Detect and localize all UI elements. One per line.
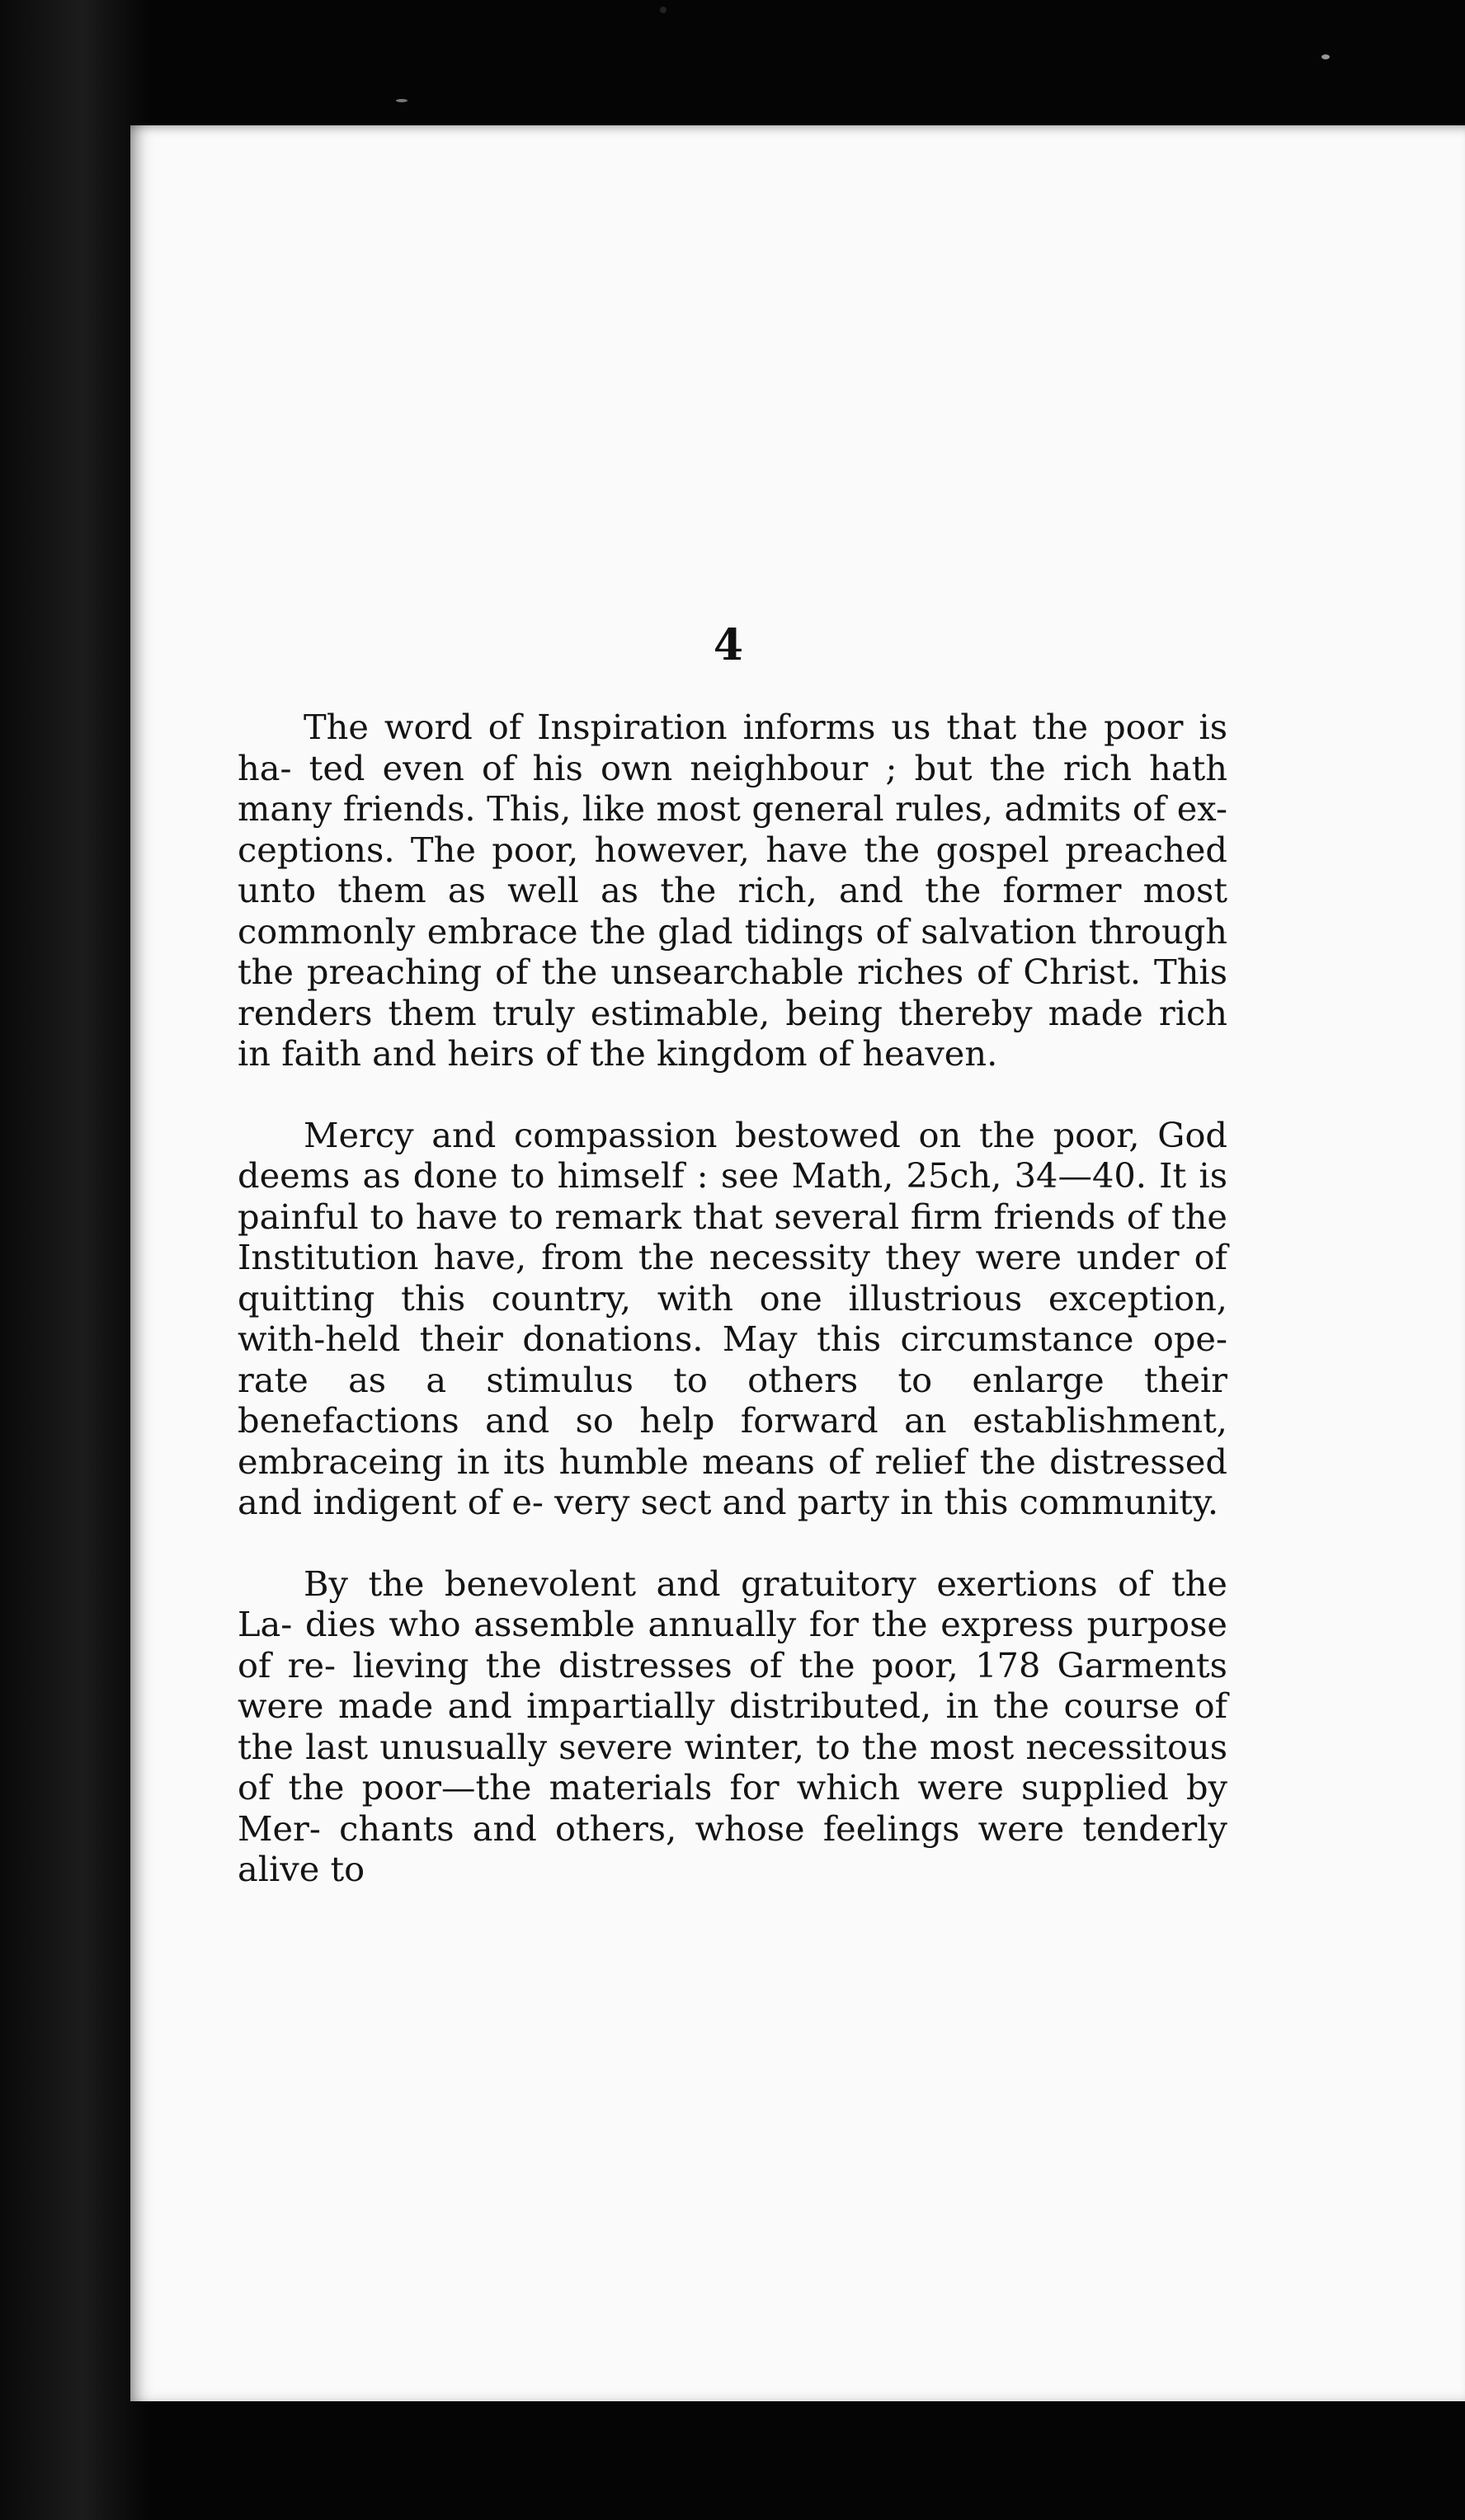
text-line: of quitting this country, with one illustrious exception, [238,1237,1227,1319]
text-line: last unusually severe winter, to the most necessitous of [238,1726,1227,1808]
text-line: rate as a stimulus to others to enlarge their benefactions [238,1359,1227,1441]
text-line: the poor—the materials for which were supplied by Mer- [238,1767,1227,1849]
text-line: humble means of relief the distressed and indigent of e- [238,1441,1227,1522]
dust-speck [660,7,667,13]
text-line: dies who assemble annually for the express purpose of re- [238,1604,1227,1685]
text-line: renders them truly estimable, being thereby made rich [238,992,1227,1033]
scan-edge [0,0,148,2520]
text-line: By the benevolent and gratuitory exertions of the La- [238,1563,1227,1644]
text-line: unto them as well as the rich, and the former most [238,870,1227,910]
paragraph [238,1115,1227,1523]
text-line: is painful to have to remark that several firm friends of [238,1155,1227,1237]
dust-speck [1321,54,1330,59]
text-line: ceptions. The poor, however, have the gospel preached [238,829,1227,870]
text-line: with-held their donations. May this circumstance ope- [238,1319,1227,1359]
page-number: 4 [713,620,744,670]
text-line: The word of Inspiration informs us that the poor is ha- [238,707,1227,788]
text-line: the Institution have, from the necessity they were under [238,1196,1227,1277]
paragraph [238,707,1227,1074]
text-line: and so help forward an establishment, embraceing in its [238,1400,1227,1482]
text-line: Mercy and compassion bestowed on the poor, God [304,1114,1227,1155]
text-line: in faith and heirs of the kingdom of heaven. [238,1033,998,1074]
paragraph [238,1563,1227,1890]
page-body [238,707,1227,1930]
text-line: very sect and party in this community. [554,1482,1219,1522]
text-line: lieving the distresses of the poor, 178 Garments were [238,1644,1227,1726]
document-page [130,125,1465,2401]
text-line: the preaching of the unsearchable riches of Christ. This [238,952,1227,992]
text-line: made and impartially distributed, in the course of the [238,1685,1227,1767]
text-line: chants and others, whose feelings were tenderly alive to [238,1808,1227,1889]
dust-speck [396,99,407,102]
text-line: friends. This, like most general rules, admits of ex- [342,788,1227,829]
text-line: ted even of his own neighbour ; but the rich hath many [238,747,1227,829]
text-line: deems as done to himself : see Math, 25ch, 34—40. It [238,1155,1187,1196]
text-line: commonly embrace the glad tidings of salvation through [238,910,1227,952]
